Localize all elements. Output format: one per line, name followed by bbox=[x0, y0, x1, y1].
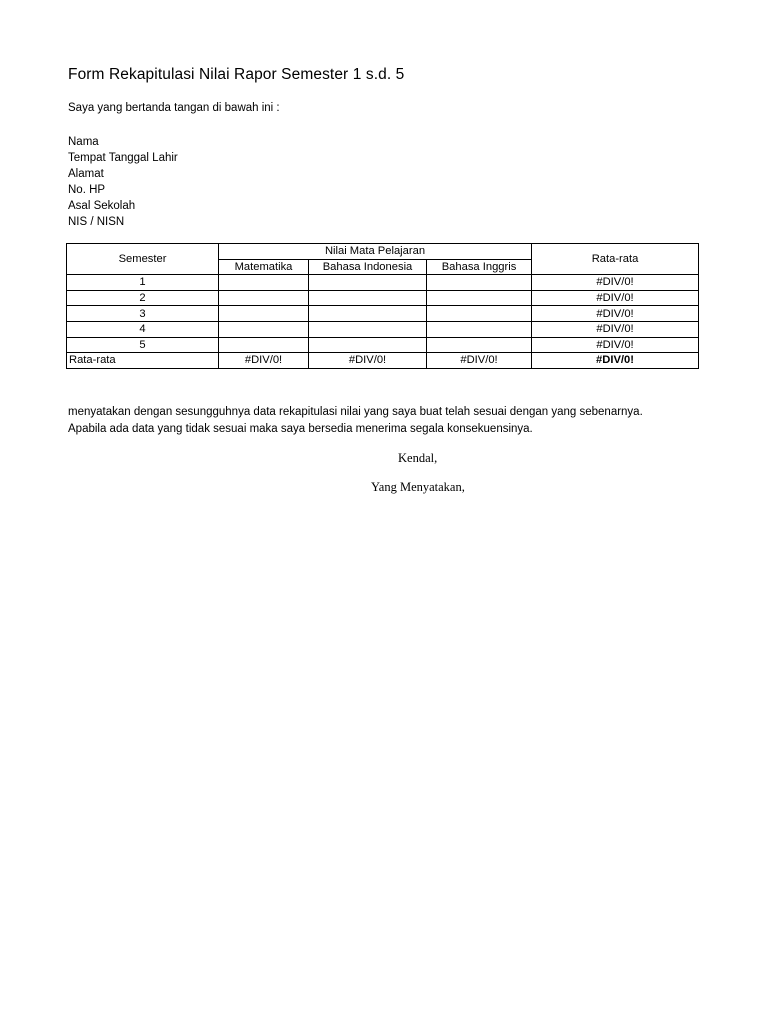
signer-text: Yang Menyatakan, bbox=[371, 480, 465, 494]
semester-cell: 4 bbox=[67, 321, 219, 337]
bahasa-inggris-cell bbox=[427, 337, 532, 353]
identity-fields bbox=[68, 134, 178, 230]
footer-average: #DIV/0! bbox=[532, 353, 699, 369]
footer-bahasa-indonesia: #DIV/0! bbox=[309, 353, 427, 369]
bahasa-indonesia-cell bbox=[309, 290, 427, 306]
document-title: Form Rekapitulasi Nilai Rapor Semester 1 s.d. 5 bbox=[68, 66, 405, 83]
header-average: Rata-rata bbox=[532, 244, 699, 275]
header-matematika: Matematika bbox=[219, 259, 309, 275]
grades-table bbox=[66, 243, 699, 369]
footer-bahasa-inggris: #DIV/0! bbox=[427, 353, 532, 369]
average-cell: #DIV/0! bbox=[532, 337, 699, 353]
field-label-no-hp: No. HP bbox=[68, 184, 106, 196]
table-row bbox=[67, 290, 699, 306]
statement-text bbox=[68, 404, 643, 437]
matematika-cell bbox=[219, 275, 309, 291]
intro-text: Saya yang bertanda tangan di bawah ini : bbox=[68, 102, 280, 114]
matematika-cell bbox=[219, 290, 309, 306]
bahasa-indonesia-cell bbox=[309, 321, 427, 337]
statement-line: menyatakan dengan sesungguhnya data rekapitulasi nilai yang saya buat telah sesuai dengan yang sebenarnya. bbox=[68, 406, 643, 418]
bahasa-inggris-cell bbox=[427, 306, 532, 322]
matematika-cell bbox=[219, 337, 309, 353]
field-label-nis-nisn: NIS / NISN bbox=[68, 216, 125, 228]
table-row bbox=[67, 337, 699, 353]
statement-line: Apabila ada data yang tidak sesuai maka saya bersedia menerima segala konsekuensinya. bbox=[68, 422, 533, 435]
field-label-asal-sekolah: Asal Sekolah bbox=[68, 200, 136, 212]
header-bahasa-inggris: Bahasa Inggris bbox=[427, 259, 532, 275]
table-row bbox=[67, 306, 699, 322]
bahasa-inggris-cell bbox=[427, 321, 532, 337]
matematika-cell bbox=[219, 321, 309, 337]
header-semester: Semester bbox=[67, 244, 219, 275]
table-footer-row bbox=[67, 353, 699, 369]
average-cell: #DIV/0! bbox=[532, 275, 699, 291]
field-label-alamat: Alamat bbox=[68, 168, 104, 180]
bahasa-indonesia-cell bbox=[309, 306, 427, 322]
footer-matematika: #DIV/0! bbox=[219, 353, 309, 369]
table-row bbox=[67, 321, 699, 337]
bahasa-inggris-cell bbox=[427, 290, 532, 306]
semester-cell: 3 bbox=[67, 306, 219, 322]
bahasa-inggris-cell bbox=[427, 275, 532, 291]
semester-cell: 5 bbox=[67, 337, 219, 353]
average-cell: #DIV/0! bbox=[532, 306, 699, 322]
header-subject-group: Nilai Mata Pelajaran bbox=[219, 244, 532, 260]
average-cell: #DIV/0! bbox=[532, 290, 699, 306]
semester-cell: 2 bbox=[67, 290, 219, 306]
semester-cell: 1 bbox=[67, 275, 219, 291]
bahasa-indonesia-cell bbox=[309, 337, 427, 353]
footer-label: Rata-rata bbox=[67, 353, 219, 369]
average-cell: #DIV/0! bbox=[532, 321, 699, 337]
header-bahasa-indonesia: Bahasa Indonesia bbox=[309, 259, 427, 275]
table-header-row bbox=[67, 244, 699, 260]
field-label-tempat-tanggal-lahir: Tempat Tanggal Lahir bbox=[68, 152, 178, 164]
place-text: Kendal, bbox=[398, 451, 438, 465]
matematika-cell bbox=[219, 306, 309, 322]
bahasa-indonesia-cell bbox=[309, 275, 427, 291]
field-label-nama: Nama bbox=[68, 136, 99, 148]
table-row bbox=[67, 275, 699, 291]
